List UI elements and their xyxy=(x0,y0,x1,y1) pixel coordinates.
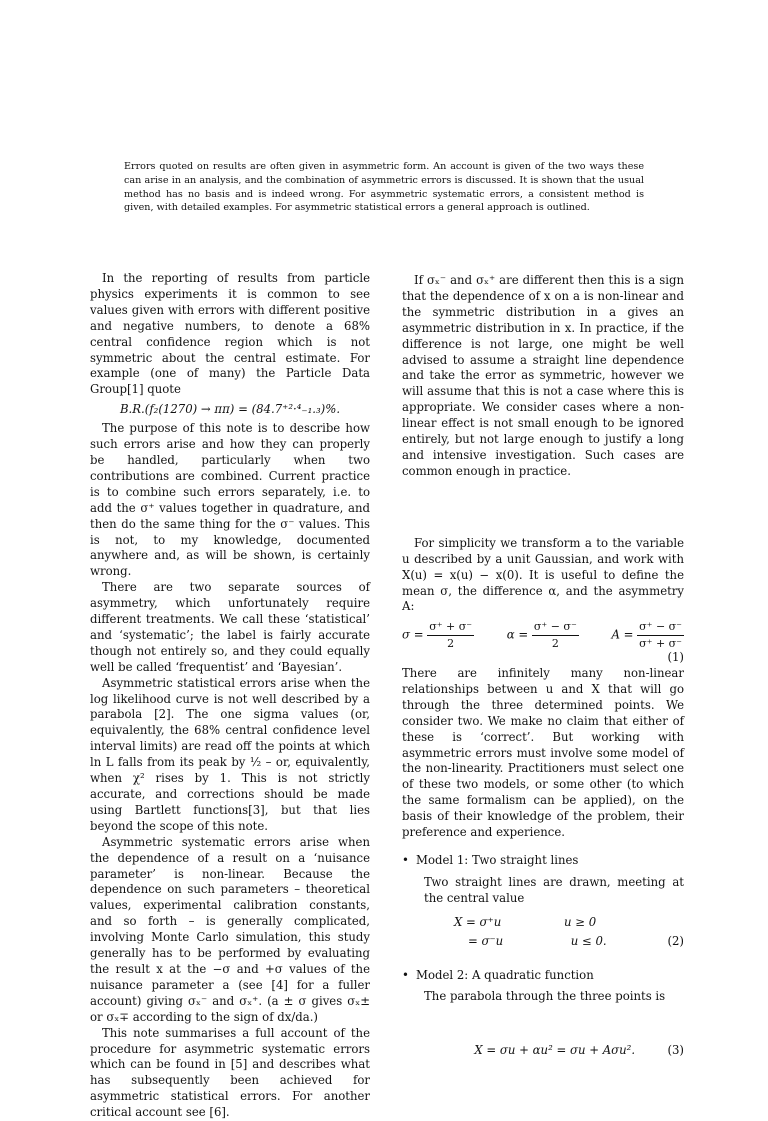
statistical-paragraph: Asymmetric statistical errors arise when the log likelihood curve is not well described by a parabola [2]. The one sigma values (or, equivalently, the 68% central confidence level interval limits) are read off the points at which ln L falls from its peak by ½ – or, equivalently, when χ² rises by 1. This is not strictly accurate, and corrections should be made using Bartlett functions[3], but that lies beyond the scope of this note. xyxy=(90,675,370,833)
purpose-paragraph: The purpose of this note is to describe how such errors arise and how they can properly be handled, particularly when two contributions are combined. Current practice is to combine such errors separately, i.e. to add the σ⁺ values together in quadrature, and then do the same thing for the σ⁻ values. This is not, to my knowledge, documented anywhere and, as will be shown, is certainly wrong. xyxy=(90,421,370,579)
intro-paragraph: In the reporting of results from particle physics experiments it is common to see values given with errors with different positive and negative numbers, to denote a 68% central confidence region which is not symmetric about the central estimate. For example (one of many) the Particle Data Group[1] quote xyxy=(90,271,370,397)
equation-3 xyxy=(402,1043,684,1059)
model-2-text: The parabola through the three points is xyxy=(424,989,666,1004)
nonlinear-paragraph: If σₓ⁻ and σₓ⁺ are different then this is a sign that the dependence of x on a is non-linear and the symmetric distribution in a gives an asymmetric distribution in x. In practice, if the difference is not large, one might be well advised to assume a straight line dependence and take the error as symmetric, however we will assume that this is not a case where this is appropriate. We consider cases where a non-linear effect is not small enough to be ignored entirely, but not large enough to justify a long and intensive investigation. Such cases are common enough in practice. xyxy=(402,273,684,478)
equation-2-row-1: X = σ⁺u u ≥ 0 xyxy=(454,914,597,929)
summary-paragraph: This note summarises a full account of the procedure for asymmetric systematic errors which can be found in [5] and describes what has subsequently been achieved for asymmetric statistical errors. For another critical account see [6]. xyxy=(90,1025,370,1120)
eq1-sigma: σ = $\frac{\sigma^+ + \sigma^-}{2}$ xyxy=(402,620,473,651)
model-2-title: Model 2: A quadratic function xyxy=(416,967,594,982)
abstract-text: Errors quoted on results are often given in asymmetric form. An account is given of the two ways these can arise in an analysis, and the combination of asymmetric errors is discussed. It is shown that the usual method has no basis and is indeed wrong. For asymmetric systematic errors, a consistent method is given, with detailed examples. For asymmetric statistical errors a general approach is outlined. xyxy=(124,161,644,214)
systematic-paragraph: Asymmetric systematic errors arise when the dependence of a result on a ‘nuisance parameter’ is non-linear. Because the dependence on such parameters – theoretical values, experimental calibration constants, and so forth – is generally complicated, involving Monte Carlo simulation, this study generally has to be performed by evaluating the result x at the −σ and +σ values of the nuisance parameter a (see [4] for a fuller account) giving σₓ⁻ and σₓ⁺. (a ± σ gives σₓ± or σₓ∓ according to the sign of dx/da.) xyxy=(90,834,370,1024)
equation-2-row-2: = σ⁻u u ≤ 0. (2) xyxy=(468,933,684,948)
equation-branching-ratio: B.R.(f₂(1270) → ππ) = (84.7⁺²·⁴₋₁.₃)%. xyxy=(119,402,341,417)
eq2-number: (2) xyxy=(667,933,684,948)
models-paragraph: There are infinitely many non-linear relationships between u and X that will go through the three determined points. We consider two. We make no claim that either of these is ‘correct’. But working with asymmetric errors must involve some model of the non-linearity. Practitioners must select one of these two models, or some other (to which the same formalism can be applied), on the basis of their knowledge of the problem, their preference and experience. xyxy=(402,666,684,840)
bullet-marker: • xyxy=(402,967,409,982)
equation-1 xyxy=(402,619,684,652)
right-column xyxy=(402,273,684,1063)
model-2-item xyxy=(402,968,684,984)
eq3-number: (3) xyxy=(667,1043,684,1058)
eq3-body: X = σu + αu² = σu + Aσu². xyxy=(474,1043,636,1058)
model-1-item xyxy=(402,853,684,869)
model-1-title: Model 1: Two straight lines xyxy=(416,853,579,867)
abstract xyxy=(124,160,644,215)
eq1-number: (1) xyxy=(667,650,684,665)
left-column xyxy=(90,271,370,1121)
model-1-text: Two straight lines are drawn, meeting at the central value xyxy=(424,874,684,905)
transform-paragraph: For simplicity we transform a to the variable u described by a unit Gaussian, and work with X(u) = x(u) − x(0). It is useful to define the mean σ, the difference α, and the asymmetry A: xyxy=(402,535,684,614)
eq1-asymmetry: A = $\frac{\sigma^+ - \sigma^-}{\sigma^+ + \sigma^-}$ xyxy=(611,620,682,651)
eq1-alpha: α = $\frac{\sigma^+ - \sigma^-}{2}$ xyxy=(506,620,577,651)
sources-paragraph: There are two separate sources of asymmetry, which unfortunately require different treatments. We call these ‘statistical’ and ‘systematic’; the label is fairly accurate though not entirely so, and they could equally well be called ‘frequentist’ and ‘Bayesian’. xyxy=(90,580,370,674)
bullet-marker: • xyxy=(402,853,409,867)
